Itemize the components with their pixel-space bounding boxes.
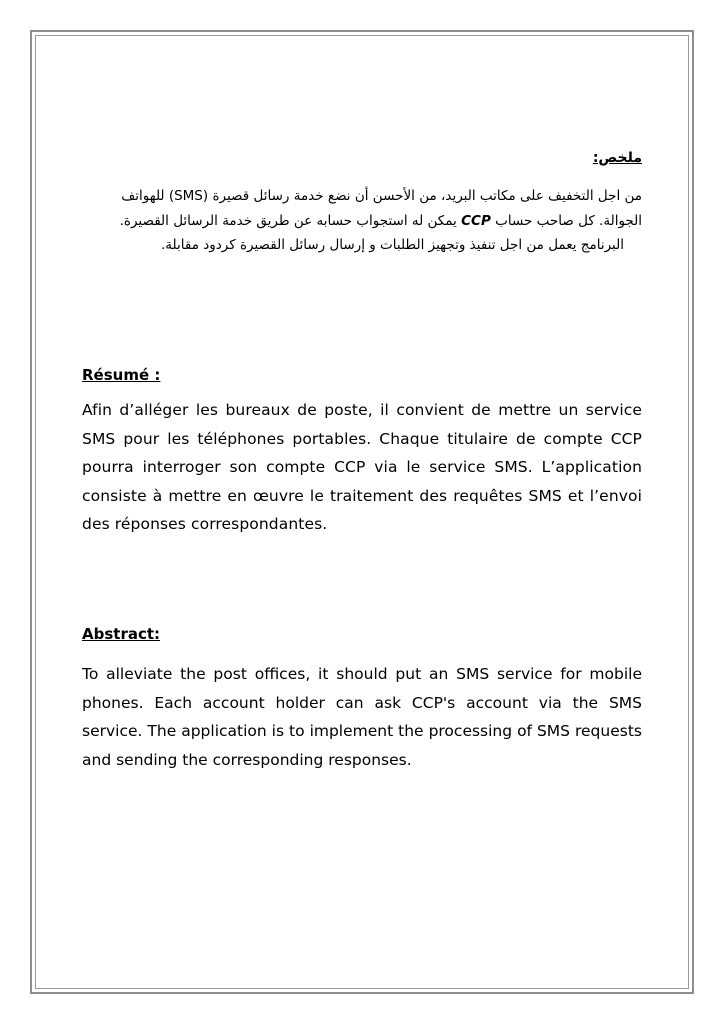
arabic-ccp-term: CCP: [461, 212, 491, 229]
english-abstract: To alleviate the post offices, it should put an SMS service for mobile phones. Each account holder can ask CCP's account via the SMS service. The application is to implement the processing of SMS requests and sending the corresponding responses.: [82, 665, 642, 769]
arabic-heading: ملخص:: [592, 150, 642, 166]
french-abstract: Afin d’alléger les bureaux de poste, il convient de mettre un service SMS pour les téléphones portables. Chaque titulaire de compte CCP pourra interroger son compte CCP via le service SMS. L’application consiste à mettre en œuvre le traitement des requêtes SMS et l’envoi des réponses correspondantes.: [82, 401, 642, 533]
french-heading: Résumé :: [82, 366, 161, 384]
arabic-abstract: [82, 184, 642, 258]
english-heading: Abstract:: [82, 625, 161, 643]
arabic-line-3: البرنامج يعمل من اجل تنفيذ وتجهيز الطلبات و إرسال رسائل القصيرة كردود مقابلة.: [161, 237, 624, 253]
arabic-line-1: من اجل التخفيف على مكاتب البريد، من الأحسن أن نضع خدمة رسائل قصيرة (SMS) للهواتف: [121, 188, 642, 204]
arabic-line-2-end: يمكن له استجواب حسابه عن طريق خدمة الرسائل القصيرة.: [119, 212, 457, 229]
arabic-line-2-start: الجوالة. كل صاحب حساب: [495, 212, 642, 229]
arabic-line-2: [82, 209, 642, 234]
